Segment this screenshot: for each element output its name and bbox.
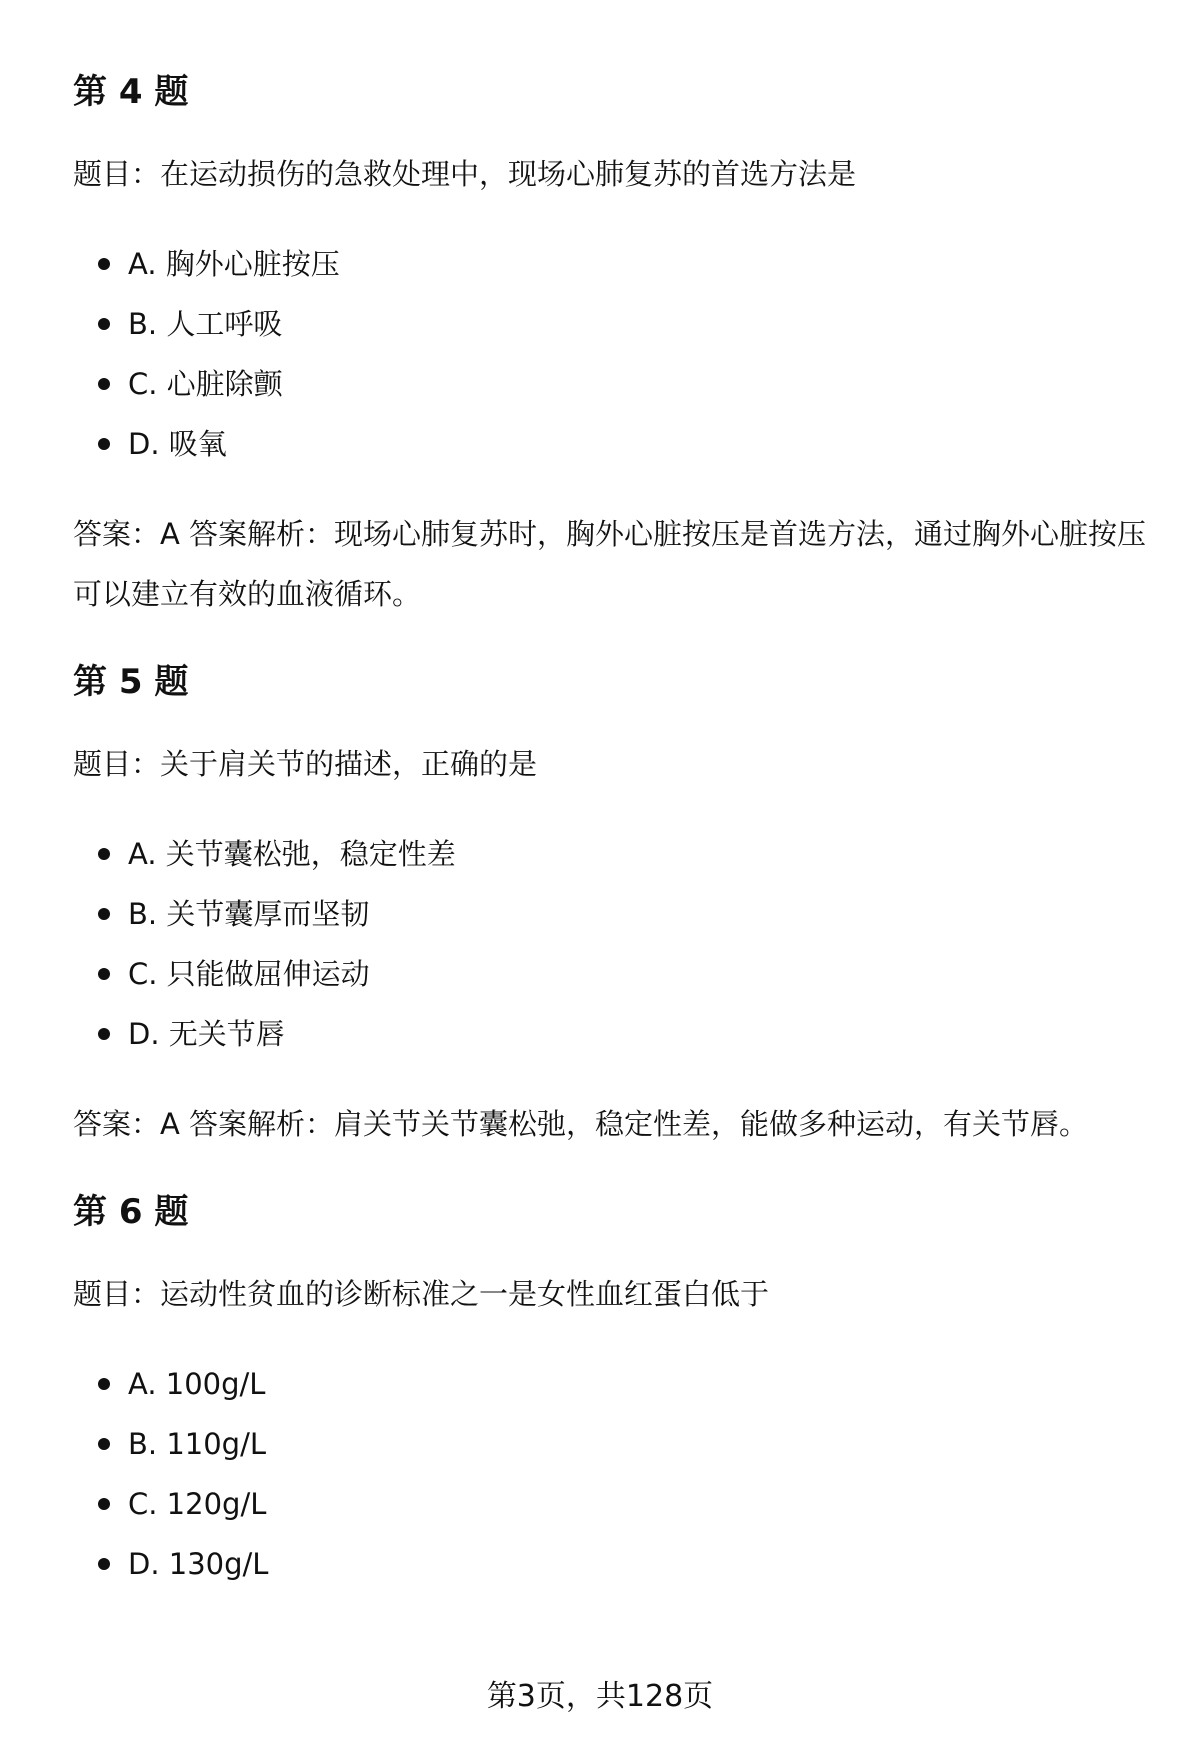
question-title: 第 4 题 xyxy=(73,72,189,112)
bullet-icon xyxy=(98,438,110,450)
bullet-icon xyxy=(98,258,110,270)
option-c xyxy=(73,1474,1153,1534)
option-text: C. 心脏除颤 xyxy=(128,367,283,401)
bullet-icon xyxy=(98,1498,110,1510)
bullet-icon xyxy=(98,378,110,390)
option-text: B. 110g/L xyxy=(128,1427,267,1461)
page-number: 第3页，共128页 xyxy=(486,1679,714,1714)
option-d xyxy=(73,414,1153,474)
answer-explanation: 答案：A 答案解析：肩关节关节囊松弛，稳定性差，能做多种运动，有关节唇。 xyxy=(73,1107,1089,1141)
option-b xyxy=(73,884,1153,944)
option-d xyxy=(73,1004,1153,1064)
question-title: 第 5 题 xyxy=(73,662,189,702)
option-b xyxy=(73,294,1153,354)
bullet-icon xyxy=(98,908,110,920)
section-gap xyxy=(73,624,1153,652)
page-content xyxy=(73,62,1153,1594)
option-list xyxy=(73,1354,1153,1594)
option-text: B. 人工呼吸 xyxy=(128,307,283,341)
question-stem: 题目：运动性贫血的诊断标准之一是女性血红蛋白低于 xyxy=(73,1277,770,1311)
option-list xyxy=(73,824,1153,1064)
option-text: C. 只能做屈伸运动 xyxy=(128,957,370,991)
option-c xyxy=(73,354,1153,414)
option-a xyxy=(73,824,1153,884)
option-a xyxy=(73,1354,1153,1414)
question-stem: 题目：关于肩关节的描述，正确的是 xyxy=(73,747,538,781)
option-text: C. 120g/L xyxy=(128,1487,267,1521)
option-text: A. 关节囊松弛，稳定性差 xyxy=(128,837,456,871)
answer-explanation: 答案：A 答案解析：现场心肺复苏时，胸外心脏按压是首选方法，通过胸外心脏按压可以建立有效的血液循环。 xyxy=(73,517,1147,611)
bullet-icon xyxy=(98,968,110,980)
option-text: D. 130g/L xyxy=(128,1547,269,1581)
question-title: 第 6 题 xyxy=(73,1192,189,1232)
option-text: D. 吸氧 xyxy=(128,427,227,461)
question-5 xyxy=(73,652,1153,1154)
question-6 xyxy=(73,1182,1153,1594)
bullet-icon xyxy=(98,1378,110,1390)
bullet-icon xyxy=(98,1438,110,1450)
bullet-icon xyxy=(98,1558,110,1570)
option-text: A. 100g/L xyxy=(128,1367,266,1401)
bullet-icon xyxy=(98,848,110,860)
option-c xyxy=(73,944,1153,1004)
option-b xyxy=(73,1414,1153,1474)
option-list xyxy=(73,234,1153,474)
section-gap xyxy=(73,1154,1153,1182)
bullet-icon xyxy=(98,318,110,330)
option-d xyxy=(73,1534,1153,1594)
option-text: D. 无关节唇 xyxy=(128,1017,285,1051)
option-text: B. 关节囊厚而坚韧 xyxy=(128,897,370,931)
option-a xyxy=(73,234,1153,294)
bullet-icon xyxy=(98,1028,110,1040)
option-text: A. 胸外心脏按压 xyxy=(128,247,340,281)
question-stem: 题目：在运动损伤的急救处理中，现场心肺复苏的首选方法是 xyxy=(73,157,857,191)
question-4 xyxy=(73,62,1153,624)
